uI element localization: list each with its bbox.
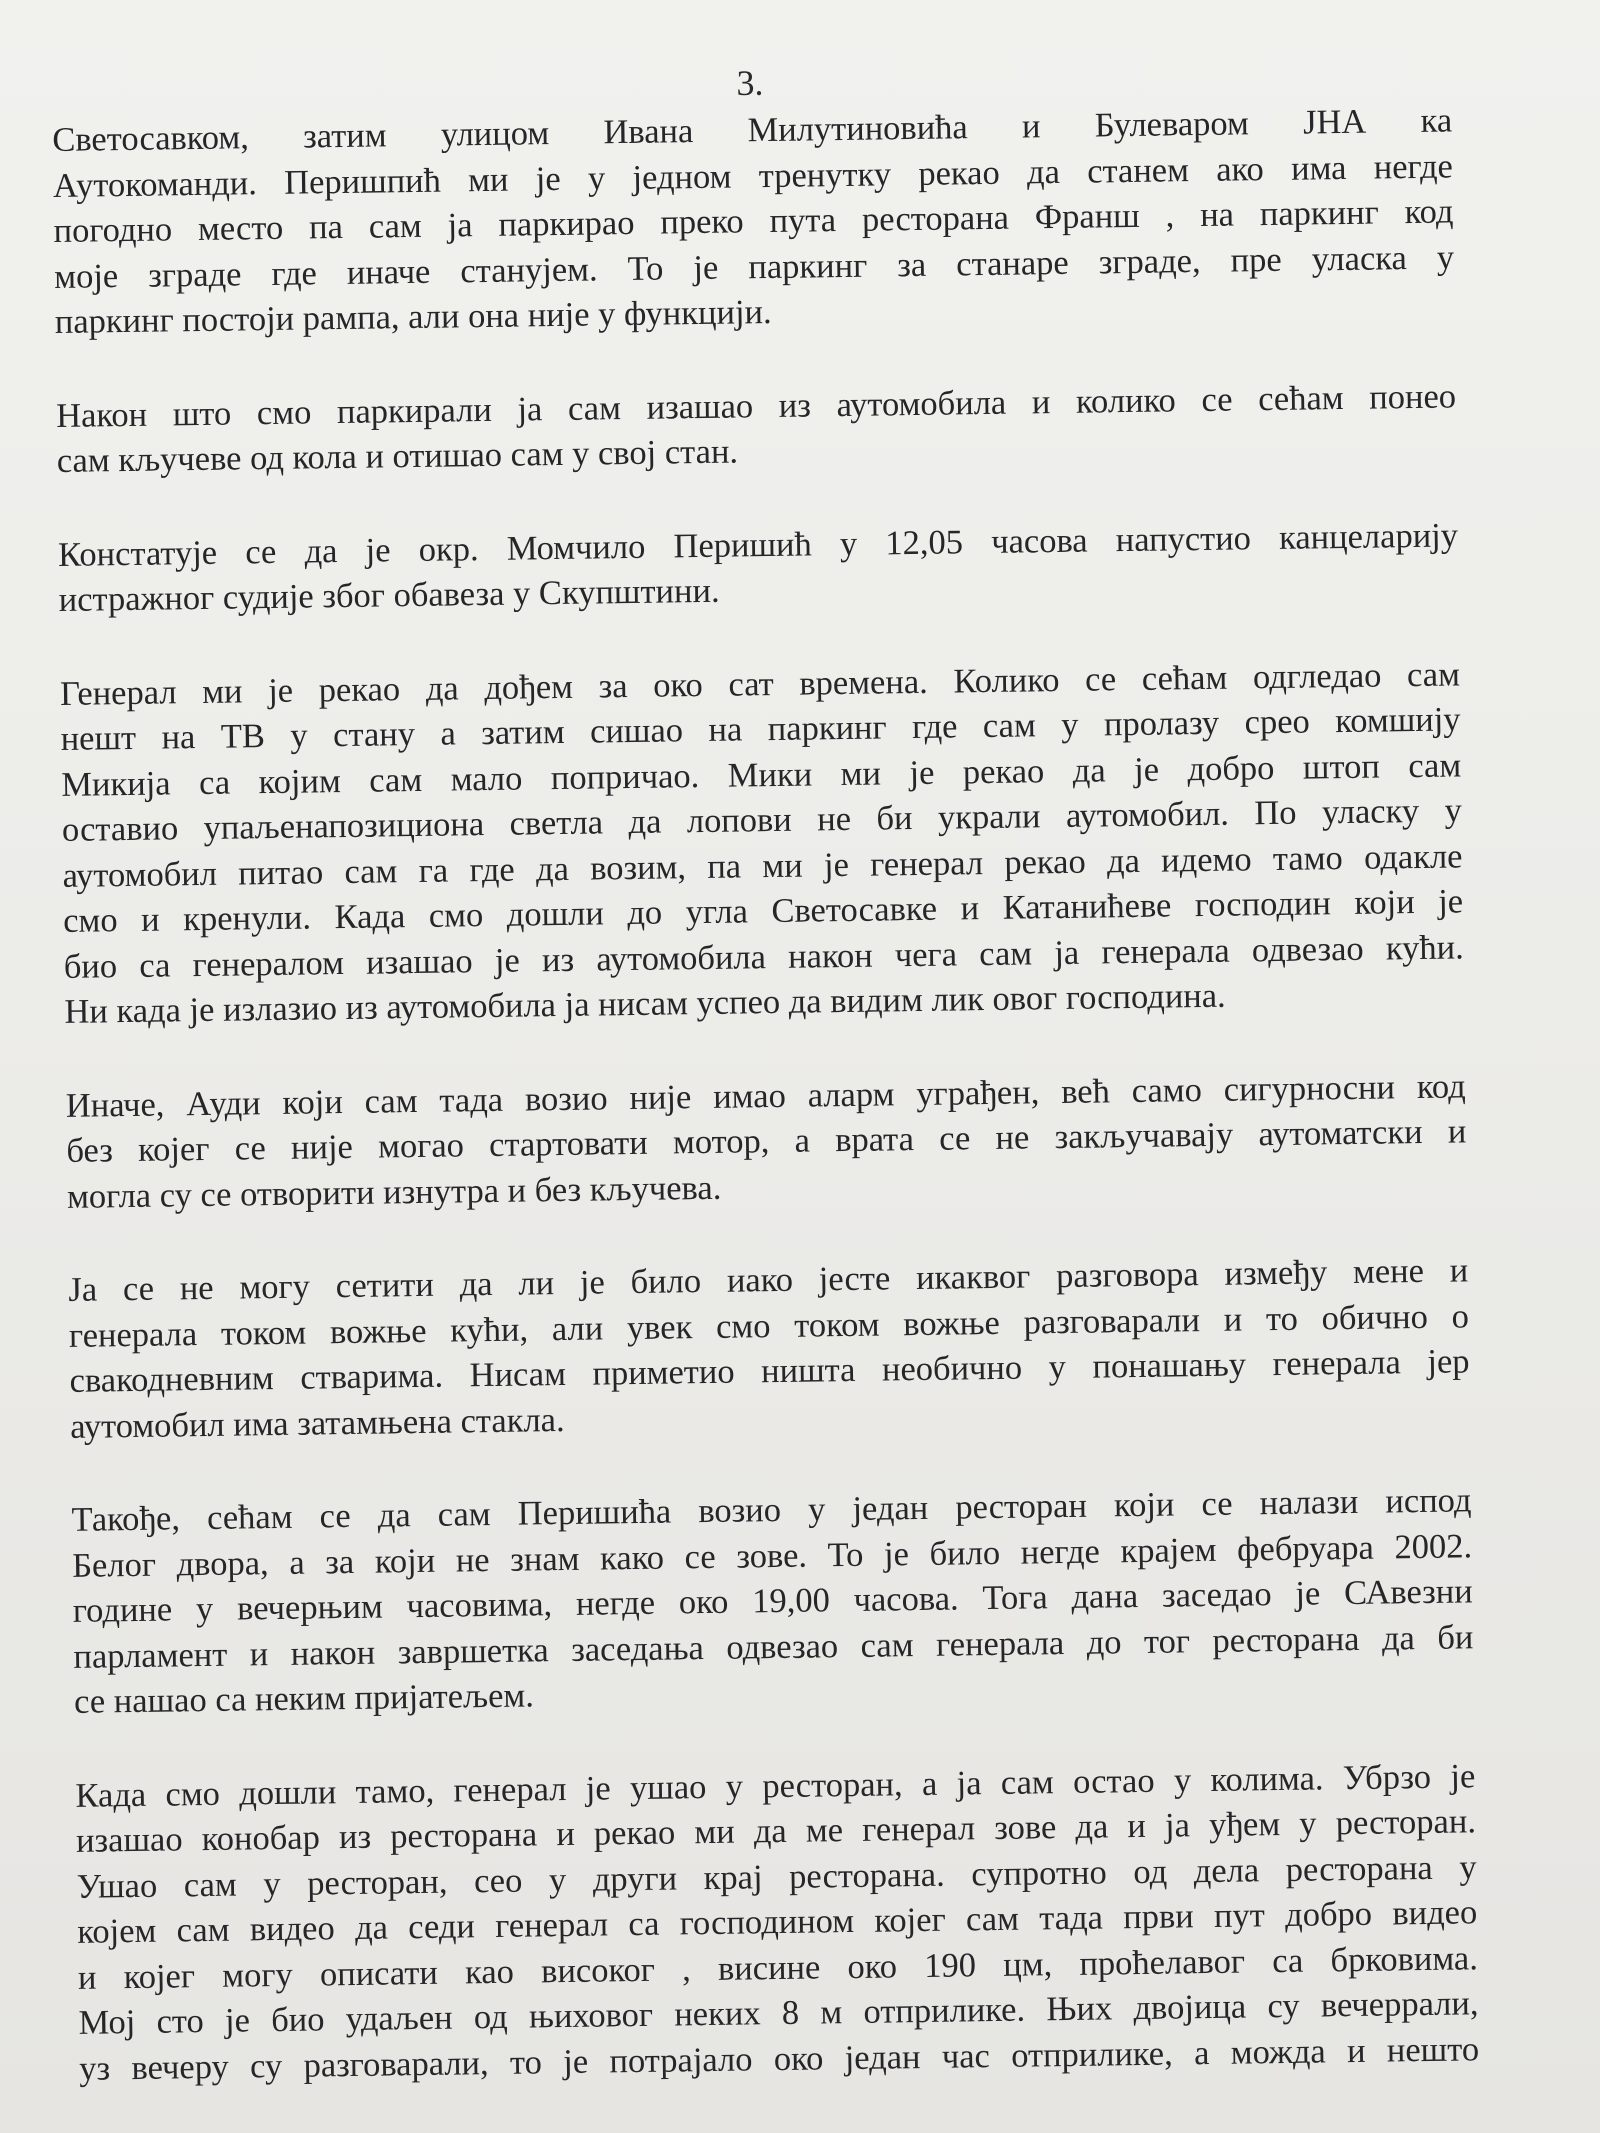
text-line: смо и кренули. Када смо дошли до угла Светосавке и Катанићеве господин који је xyxy=(62,882,1464,940)
paragraph xyxy=(71,1478,1474,1725)
text-line: могла су се отворити изнутра и без кључева. xyxy=(66,1168,722,1216)
text-line: погодно место па сам ја паркирао преко пута ресторана Франш , на паркинг код xyxy=(53,192,1454,250)
text-line: Ушао сам у ресторан, сео у други крај ресторана. супротно од дела ресторана у xyxy=(76,1847,1477,1906)
paragraph xyxy=(52,98,1455,345)
paragraph xyxy=(65,1064,1467,1220)
text-line: којем сам видео да седи генерал са господином којег сам тада први пут добро видео xyxy=(77,1893,1478,1951)
text-line: се нашао са неким пријатељем. xyxy=(73,1676,535,1721)
text-line: године у вечерњим часовима, негде око 19,00 часова. Тога дана заседао је САвезни xyxy=(72,1572,1473,1630)
paragraph xyxy=(68,1248,1470,1450)
text-line: Ја се не могу сетити да ли је било иако јесте икаквог разговора између мене и xyxy=(68,1251,1469,1309)
text-line: Иначе, Ауди који сам тада возио није имао аларм уграђен, већ само сигурносни код xyxy=(65,1066,1466,1125)
text-line: Након што смо паркирали ја сам изашао из аутомобила и колико се сећам понео xyxy=(55,376,1457,435)
text-line: изашао конобар из ресторана и рекао ми да ме генерал зове да и ја уђем у ресторан. xyxy=(75,1802,1477,1860)
text-line: оставио упаљенапозициона светла да лопови не би украли аутомобил. По уласку у xyxy=(61,791,1463,849)
text-line: моје зграде где иначе станујем. То је паркинг за станаре зграде, пре уласка у xyxy=(53,237,1455,296)
paragraph xyxy=(60,652,1465,1036)
text-line: Генерал ми је рекао да дођем за око сат времена. Колико се сећам одгледао сам xyxy=(59,654,1461,713)
paragraph xyxy=(58,513,1459,624)
text-line: сам кључеве од кола и отишао сам у свој стан. xyxy=(56,432,739,480)
text-line: Мој сто је био удаљен од њиховог неких 8 м отприлике. Њих двојица су вечеррали, xyxy=(78,1984,1479,2042)
text-line: био са генералом изашао је из аутомобила након чега сам ја генерала одвезао кући. xyxy=(63,927,1464,986)
text-line: паркинг постоји рампа, али она није у функцији. xyxy=(54,292,772,341)
text-line: Констатује се да је окр. Момчило Перишић у 12,05 часова напустио канцеларију xyxy=(57,515,1459,574)
text-line: и којег могу описати као високог , висине око 190 цм, проћелавог са брковима. xyxy=(77,1938,1479,1997)
text-line: генерала током вожње кући, али увек смо током вожње разговарали и то обично о xyxy=(68,1296,1470,1355)
text-line: Белог двора, а за који не знам како се зове. То је било негде крајем фебруара 2002. xyxy=(71,1526,1473,1585)
text-line: Такође, сећам се да сам Перишића возио у један ресторан који се налази испод xyxy=(71,1481,1472,1539)
text-line: Светосавком, затим улицом Ивана Милутиновића и Булеваром ЈНА ка xyxy=(52,101,1453,159)
text-line: Када смо дошли тамо, генерал је ушао у ресторан, а ја сам остао у колима. Убрзо је xyxy=(75,1756,1476,1815)
paragraph xyxy=(75,1754,1479,2092)
text-line: парламент и након завршетка заседања одвезао сам генерала до тог ресторана да би xyxy=(73,1617,1474,1676)
text-line: аутомобил питао сам га где да возим, па ми је генерал рекао да идемо тамо одакле xyxy=(62,836,1463,895)
text-line: Аутокоманди. Перишпић ми је у једном тренутку рекао да станем ако има негде xyxy=(52,146,1454,205)
page-number: 3. xyxy=(736,63,764,103)
text-line: свакодневним стварима. Нисам приметио ништа необично у понашању генерала јер xyxy=(69,1342,1470,1400)
text-line: Ни када је излазио из аутомобила ја нисам успео да видим лик овог господина. xyxy=(64,976,1226,1031)
paragraph xyxy=(56,374,1457,485)
text-line: без којег се није могао стартовати мотор, а врата се не закључавају аутоматски и xyxy=(66,1112,1467,1170)
text-line: аутомобил има затамњена стакла. xyxy=(70,1400,565,1446)
text-line: Микија са којим сам мало попричао. Мики ми је рекао да је добро штоп сам xyxy=(61,745,1462,804)
text-line: истражног судије због обавеза у Скупштини. xyxy=(58,571,720,619)
document-body xyxy=(52,98,1480,2133)
text-line: уз вечеру су разговарали, то је потрајало око један час отприлике, а можда и нешто xyxy=(78,2029,1480,2088)
text-line: нешт на ТВ у стану а затим сишао на паркинг где сам у пролазу срео комшију xyxy=(60,700,1461,758)
